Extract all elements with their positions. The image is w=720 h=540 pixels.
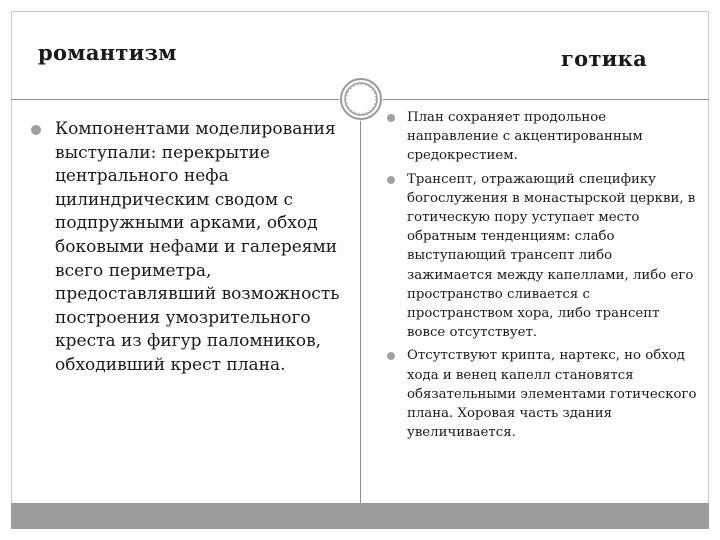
left-column — [27, 118, 345, 378]
list-item — [385, 108, 700, 166]
bullet-icon — [387, 176, 395, 184]
list-item — [385, 346, 700, 442]
circle-ornament-icon — [339, 77, 383, 121]
list-item — [27, 118, 345, 378]
footer-bar — [11, 503, 709, 529]
heading-romanticism: романтизм — [38, 40, 177, 65]
vertical-divider — [360, 100, 361, 503]
bullet-icon — [31, 125, 41, 135]
list-item — [385, 170, 700, 343]
list-item-text: План сохраняет продольное направление с акцентированным средокрестием. — [407, 110, 643, 164]
list-item-text: Отсутствуют крипта, нартекс, но обход хода и венец капелл становятся обязательными элементами готического плана. Хоровая часть здания увеличивается. — [407, 348, 697, 441]
list-item-text: Компонентами моделирования выступали: перекрытие центрального нефа цилиндрическим сводом с подпружными арками, обход боковыми нефами и галереями всего периметра, предоставлявший возможность построения умозрительного креста из фигур паломников, обходивший крест плана. — [55, 119, 340, 375]
bullet-icon — [387, 352, 395, 360]
heading-gothic: готика — [561, 46, 648, 71]
right-column — [385, 108, 700, 446]
list-item-text: Трансепт, отражающий специфику богослужения в монастырской церкви, в готическую пору уступает место обратным тенденциям: слабо выступающий трансепт либо зажимается между капеллами, либо его пространство сливается с пространством хора, либо трансепт вовсе отсутствует. — [407, 171, 696, 341]
bullet-icon — [387, 114, 395, 122]
